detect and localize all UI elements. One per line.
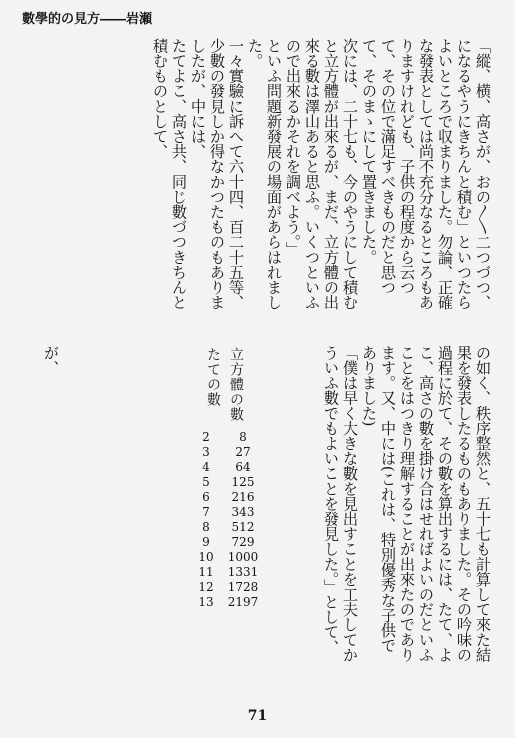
table-cell-n: 13 bbox=[198, 595, 214, 609]
table-cell-value: 1331 bbox=[227, 565, 259, 579]
table-cell-n: 7 bbox=[202, 505, 210, 519]
table-cell-n: 9 bbox=[202, 535, 210, 549]
page-number: 71 bbox=[247, 708, 268, 724]
table-cell-n: 5 bbox=[202, 475, 210, 489]
table-cell-n: 6 bbox=[202, 490, 210, 504]
table-cell-value: 512 bbox=[231, 520, 255, 534]
bottom-right-text-column bbox=[258, 345, 492, 663]
paragraph: の如く、秩序整然と、五十七も計算して來た結果を發表したるものもありました。その吟味の過程に於て、その數を算出するには、たて、よこ、高さの數を掛け合はせればよいのだといふことをはつきり理解することが出來たのであります。又、中には(これは、特別優秀な子供でありました) bbox=[360, 345, 492, 663]
top-text-column bbox=[22, 38, 492, 322]
table-cell-n: 8 bbox=[202, 520, 210, 534]
table-cell-value: 216 bbox=[231, 490, 255, 504]
paragraph: 「僕は早く大きな數を見出すことを工夫してかういふ數でもよいことを發見した。」として、 bbox=[322, 345, 359, 663]
cube-table-label: 立方體の數 bbox=[228, 347, 244, 422]
table-cell-value: 125 bbox=[231, 475, 255, 489]
table-cell-n: 12 bbox=[198, 580, 214, 594]
table-cell-n: 2 bbox=[202, 430, 210, 444]
paragraph: といふ問題新發展の場面があらはれました。 bbox=[246, 38, 283, 310]
table-cell-value: 27 bbox=[235, 445, 251, 459]
paragraph: が、 bbox=[42, 345, 60, 376]
paragraph: 一々實驗に訴へて六十四、百二十五等、少數の發見しか得なかつたものもありましたが、中には、 bbox=[189, 38, 245, 310]
table-cell-n: 3 bbox=[202, 445, 210, 459]
table-cell-value: 1728 bbox=[227, 580, 259, 594]
table-cell-value: 343 bbox=[231, 505, 255, 519]
table-cell-value: 729 bbox=[231, 535, 255, 549]
table-cell-n: 4 bbox=[202, 460, 210, 474]
paragraph: 「縱、横、高さが、おの〳〵二つづつ、になるやうにきちんと積む」といつたらよいところで収まりました。勿論、正確な發表としては尚不充分なるところもありますけれども、子供の程度から云つて、その位で滿足すべきものだと思つて、そのまゝにして置きました。 bbox=[360, 38, 492, 310]
cube-table-tate-label: たての數 bbox=[205, 347, 221, 407]
running-header: 數學的の見方――岩瀬 bbox=[22, 12, 153, 27]
table-cell-value: 8 bbox=[239, 430, 247, 444]
paragraph: たてよこ、高さ共、同じ數づつきちんと積むものとして、 bbox=[151, 38, 188, 310]
table-cell-value: 2197 bbox=[227, 595, 259, 609]
table-cell-n: 11 bbox=[198, 565, 214, 579]
cube-table-value-column bbox=[226, 430, 260, 610]
table-cell-value: 1000 bbox=[227, 550, 259, 564]
cube-table-n-column bbox=[196, 430, 216, 610]
paragraph: 次には、二十七も、今のやうにして積むと立方體が出來るが、まだ、立方體の出來る數は澤山あると思ふ。いくつといふので出來るかそれを調べよう。」 bbox=[284, 38, 359, 310]
bottom-left-text-column bbox=[22, 345, 60, 663]
table-cell-value: 64 bbox=[235, 460, 251, 474]
table-cell-n: 10 bbox=[198, 550, 214, 564]
